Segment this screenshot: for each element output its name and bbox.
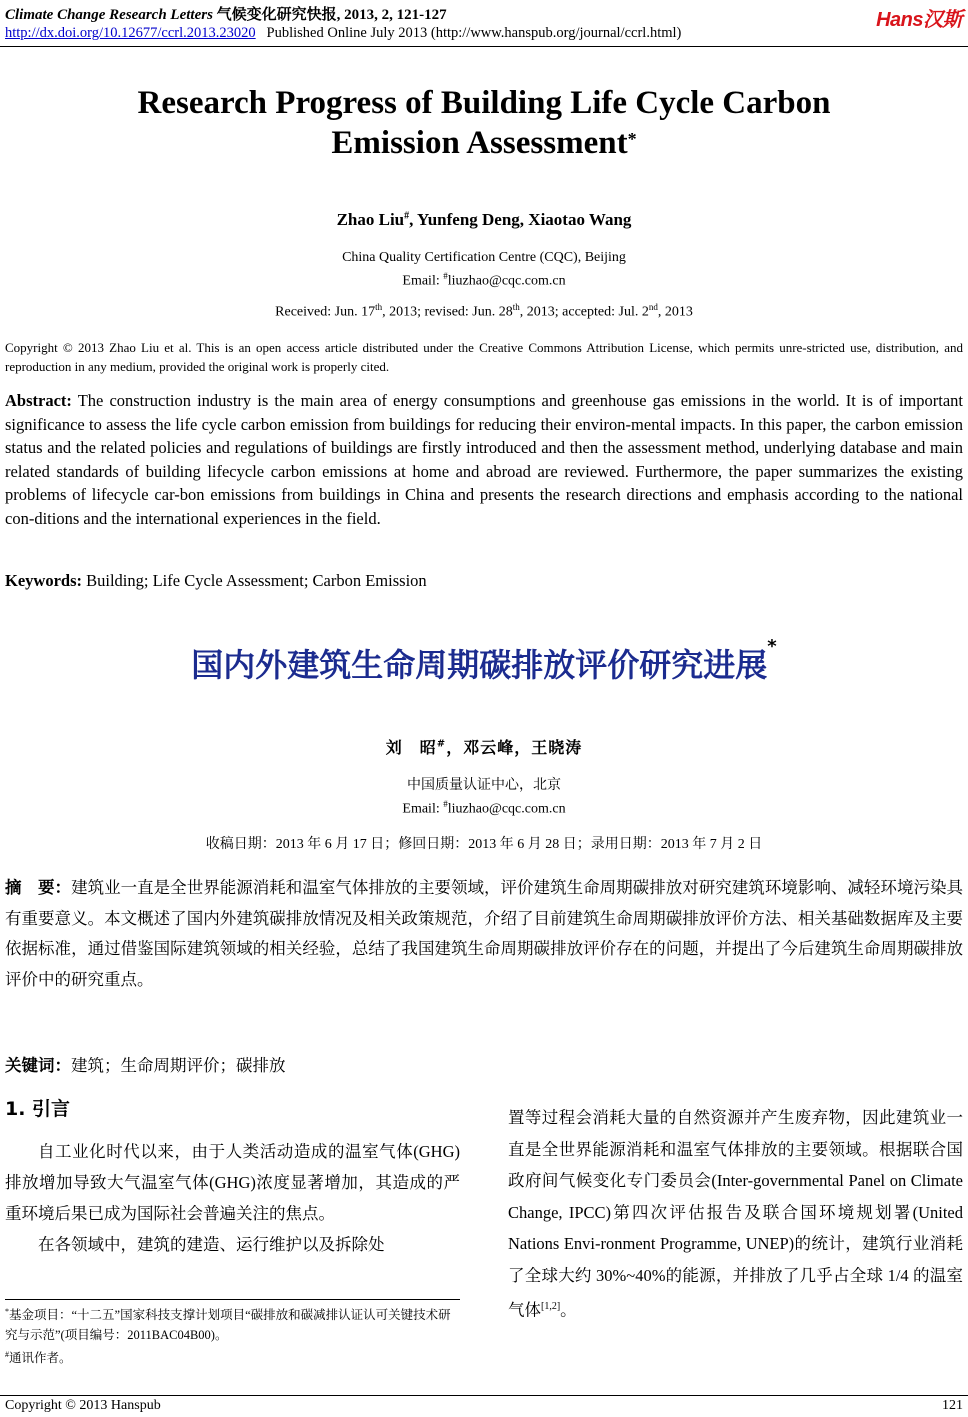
fund-footnote <box>5 1302 463 1345</box>
revised-sup: th <box>512 302 520 312</box>
email-address[interactable]: liuzhao@cqc.com.cn <box>447 273 566 289</box>
chinese-email-mark: # <box>443 799 448 809</box>
chinese-author-mark: # <box>436 738 447 750</box>
english-email <box>0 267 968 291</box>
corr-mark: # <box>5 1350 9 1360</box>
english-affiliation <box>0 249 968 291</box>
abstract-label: Abstract: <box>5 391 72 410</box>
keywords-label: Keywords: <box>5 571 82 590</box>
email-label: Email: <box>402 273 444 289</box>
author-zhao-liu: Zhao Liu <box>336 210 405 229</box>
english-abstract <box>5 389 963 530</box>
accepted-sup: nd <box>648 302 658 312</box>
header-divider <box>0 46 968 47</box>
chinese-title-mark: * <box>767 636 777 657</box>
received-sup: th <box>375 302 383 312</box>
citation-ref[interactable]: [1,2] <box>541 1301 561 1312</box>
doi-line <box>5 25 681 42</box>
copyright-notice: Copyright © 2013 Zhao Liu et al. This is an open access article distributed under the Creative Commons Attribution License, which permits unre-stricted use, distribution, and reproduction in any medium, provided the original work is properly cited. <box>5 340 963 374</box>
hans-logo: Hans汉斯 <box>876 9 962 31</box>
chinese-affiliation-text: 中国质量认证中心，北京 <box>407 778 561 793</box>
chinese-abstract <box>5 873 963 995</box>
author-mark: # <box>404 210 410 222</box>
abstract-text: The construction industry is the main area of energy consumptions and greenhouse gas emissions in the world. It is of important significance to assess the life cycle carbon emission from buildings for reducing their environ-mental impacts. In this paper, the carbon emission status and the related policies and regulations of buildings are firstly introduced and then the assessment method, underlying database and main related standards of building lifecycle carbon emissions at home and abroad are reviewed. Furthermore, the paper summarizes the existing problems of lifecycle car-bon emissions from buildings in China and presents the research directions and emphasis according to the national con-ditions and the international experiences in the field. <box>5 391 963 528</box>
english-keywords <box>5 571 427 591</box>
chinese-email <box>0 795 968 819</box>
footnote-divider <box>5 1299 460 1300</box>
doi-link[interactable]: http://dx.doi.org/10.12677/ccrl.2013.23020 <box>5 25 256 41</box>
email-mark: # <box>443 271 448 281</box>
left-column <box>5 1136 460 1260</box>
page-number: 121 <box>942 1398 963 1413</box>
chinese-title <box>0 636 968 686</box>
english-title-line2: Emission Assessment <box>331 125 628 161</box>
corr-text: 通讯作者。 <box>9 1351 72 1366</box>
chinese-title-text: 国内外建筑生命周期碳排放评价研究进展 <box>191 646 768 684</box>
chinese-affiliation <box>0 776 968 819</box>
english-title <box>0 83 968 163</box>
chinese-email-address[interactable]: liuzhao@cqc.com.cn <box>447 801 566 817</box>
journal-citation: 气候变化研究快报, 2013, 2, 121-127 <box>216 7 447 23</box>
chinese-dates: 收稿日期：2013 年 6 月 17 日；修回日期：2013 年 6 月 28 日；录用日期：2013 年 7 月 2 日 <box>205 837 763 852</box>
english-title-mark: * <box>627 129 637 149</box>
journal-name: Climate Change Research Letters <box>5 7 213 23</box>
english-title-line2-wrap <box>0 123 968 163</box>
fund-mark: * <box>5 1307 9 1316</box>
english-dates <box>0 302 968 321</box>
footer-copyright: Copyright © 2013 Hanspub <box>5 1398 161 1413</box>
chinese-keywords <box>5 1052 286 1076</box>
chinese-abstract-label: 摘 要： <box>5 878 72 897</box>
affiliation-text: China Quality Certification Centre (CQC), Beijing <box>342 250 626 265</box>
journal-header <box>5 3 447 24</box>
footnotes <box>5 1302 463 1368</box>
accepted-date: , 2013; accepted: Jul. 2 <box>519 304 649 320</box>
chinese-authors-rest: ，邓云峰，王晓涛 <box>446 738 583 757</box>
keywords-text: Building; Life Cycle Assessment; Carbon Emission <box>86 571 427 590</box>
dates-end: , 2013 <box>657 304 693 320</box>
fund-text: 基金项目：“十二五”国家科技支撑计划项目“碳排放和碳减排认证认可关键技术研究与示范”(项目编号：2011BAC04B00)。 <box>5 1308 451 1343</box>
chinese-authors <box>0 735 968 758</box>
received-date: Received: Jun. 17 <box>275 304 376 320</box>
chinese-email-label: Email: <box>402 801 444 817</box>
chinese-author1: 刘 昭 <box>385 738 437 757</box>
published-online: Published Online July 2013 (http://www.hanspub.org/journal/ccrl.html) <box>266 25 682 41</box>
right-column-end: 。 <box>560 1300 577 1320</box>
chinese-keywords-label: 关键词： <box>5 1056 71 1075</box>
authors-rest: , Yunfeng Deng, Xiaotao Wang <box>409 210 632 229</box>
english-authors <box>0 210 968 230</box>
section-heading-introduction: 1. 引言 <box>5 1098 71 1120</box>
corresponding-footnote <box>5 1345 463 1368</box>
english-title-line1: Research Progress of Building Life Cycle Carbon <box>137 85 831 121</box>
chinese-abstract-text: 建筑业一直是全世界能源消耗和温室气体排放的主要领域，评价建筑生命周期碳排放对研究建筑环境影响、减轻环境污染具有重要意义。本文概述了国内外建筑碳排放情况及相关政策规范，介绍了目前建筑生命周期碳排放评价方法、相关基础数据库及主要依据标准，通过借鉴国际建筑领域的相关经验，总结了我国建筑生命周期碳排放评价存在的问题，并提出了今后建筑生命周期碳排放评价中的研究重点。 <box>5 878 964 989</box>
intro-paragraph-1: 自工业化时代以来，由于人类活动造成的温室气体(GHG)排放增加导致大气温室气体(GHG)浓度显著增加，其造成的严重环境后果已成为国际社会普遍关注的焦点。 <box>5 1142 460 1223</box>
footer-divider <box>0 1395 968 1396</box>
revised-date: , 2013; revised: Jun. 28 <box>382 304 513 320</box>
chinese-keywords-text: 建筑；生命周期评价；碳排放 <box>71 1056 286 1075</box>
intro-paragraph-2: 在各领域中，建筑的建造、运行维护以及拆除处 <box>38 1235 385 1254</box>
right-column-text: 置等过程会消耗大量的自然资源并产生废弃物，因此建筑业一直是全世界能源消耗和温室气体排放的主要领域。根据联合国政府间气候变化专门委员会(Inter-governmental Panel on Climate Change, IPCC)第四次评估报告及联合国环境规划署(United Nations Envi-ronment Programme, UNEP)的统计，建筑行业消耗了全球大约 30%~40%的能源，并排放了几乎占全球 1/4 的温室气体 <box>508 1108 963 1320</box>
right-column <box>508 1102 963 1326</box>
